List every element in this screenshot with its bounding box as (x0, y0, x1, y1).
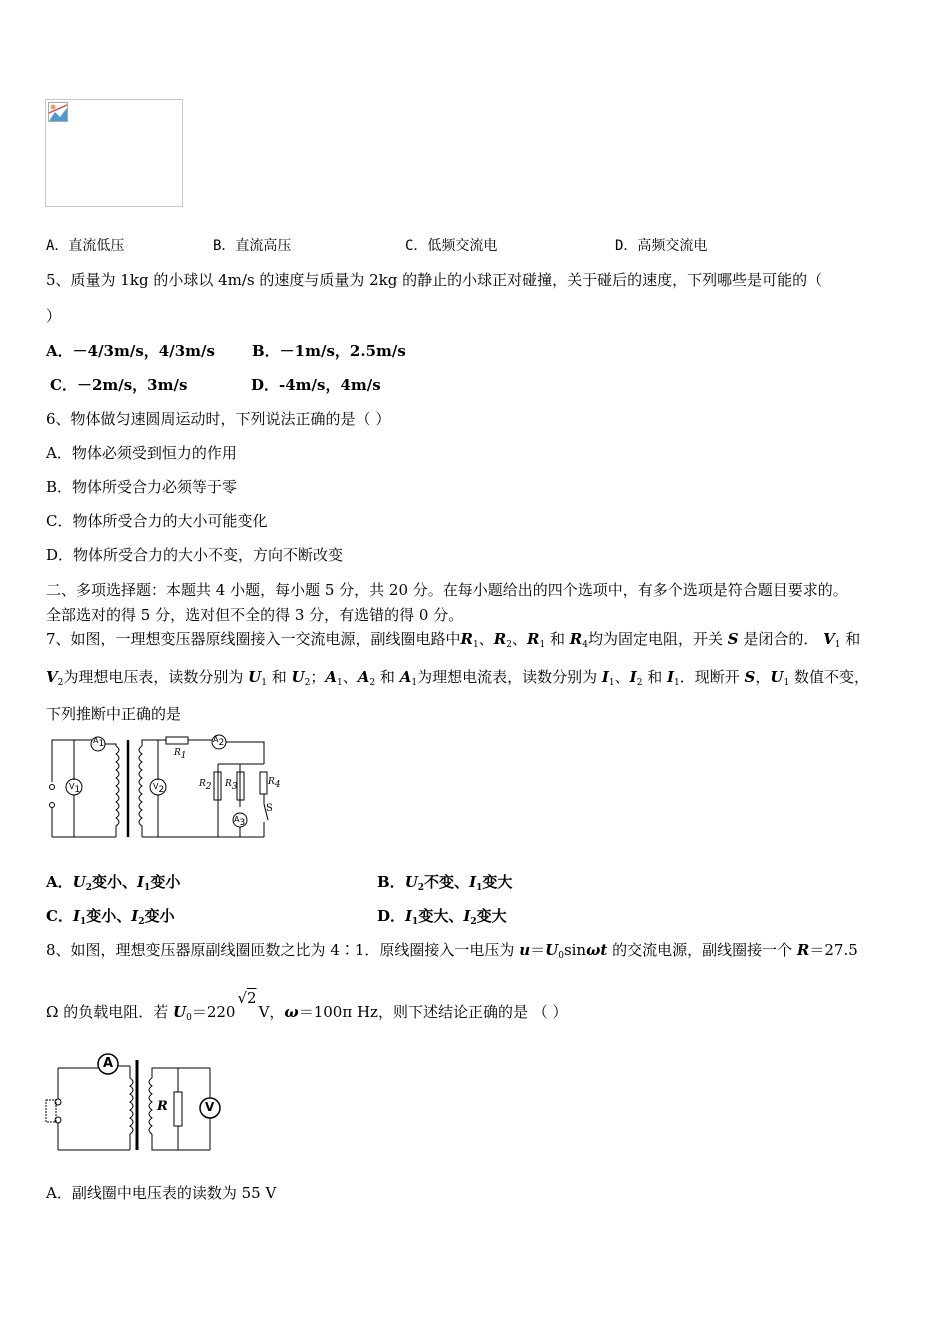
q6-stem: 6、物体做匀速圆周运动时，下列说法正确的是（ ） (46, 410, 391, 428)
q4-option-c: C．低频交流电 (405, 238, 498, 254)
q4-option-d: D．高频交流电 (615, 238, 708, 254)
q8-resistor-label: R (157, 1099, 168, 1114)
q7-line2: $V_2$为理想电压表，读数分别为 $U_1$ 和 $U_2$；$A_1$、$A_2$ 和 $A_1$为理想电流表，读数分别为 $I_1$、$I_2$ 和 $I_1$．现断开 S，$U_1$ 数值不变， (46, 668, 870, 688)
q8-line1: 8、如图，理想变压器原副线圈匝数之比为 4∶1．原线圈接入一电压为 $u=U_0\sin\omega t$ 的交流电源，副线圈接一个 R＝27.5 (46, 941, 858, 961)
q7-line1: 7、如图，一理想变压器原线圈接入一交流电源，副线圈电路中$R_1$、$R_2$、$R_1$ 和 $R_4$均为固定电阻，开关 S 是闭合的． $V_1$ 和 (46, 630, 861, 650)
broken-image-icon (48, 102, 68, 122)
q7-v1-label: $V_1$ (69, 782, 81, 795)
q6-option-d: D．物体所受合力的大小不变，方向不断改变 (46, 546, 344, 564)
q6-option-b: B．物体所受合力必须等于零 (46, 478, 238, 496)
q5-option-d: D．-4m/s，4m/s (251, 376, 381, 394)
q7-option-d: D．$I_1$变大、$I_2$变大 (377, 907, 507, 927)
q5-option-a: A．－4/3m/s，4/3m/s (46, 342, 215, 360)
q4-option-a: A．直流低压 (46, 238, 125, 254)
q4-option-b: B．直流高压 (213, 238, 292, 254)
q8-line2: Ω 的负载电阻．若 $U_0=220√2V$，ω＝100π Hz，则下述结论正确的是 （ ） (46, 989, 568, 1023)
q7-line3: 下列推断中正确的是 (46, 705, 182, 723)
q7-r1-label: $R_1$ (174, 748, 187, 761)
q8-option-a: A．副线圈中电压表的读数为 55 V (46, 1184, 277, 1202)
q5-option-b: B．－1m/s，2.5m/s (252, 342, 406, 360)
q8-ammeter-label: A (103, 1056, 114, 1071)
q7-a2-label: $A_2$ (213, 735, 225, 748)
q5-option-c: C．－2m/s，3m/s (50, 376, 188, 394)
q7-r4-label: $R_4$ (268, 777, 281, 790)
q5-stem-line2: ） (46, 307, 62, 325)
q8-voltmeter-label: V (205, 1100, 215, 1114)
q7-a3-label: $A_3$ (234, 815, 246, 828)
section2-line2: 全部选对的得 5 分，选对但不全的得 3 分，有选错的得 0 分。 (46, 606, 464, 624)
broken-image-placeholder (45, 99, 183, 207)
q7-option-b: B．$U_2$不变、$I_1$变大 (377, 873, 513, 893)
q7-a1-label: $A_1$ (93, 736, 105, 749)
q7-option-a: A．$U_2$变小、$I_1$变小 (46, 873, 181, 893)
q7-r3-label: $R_3$ (225, 779, 238, 792)
q7-r2-label: $R_2$ (199, 779, 212, 792)
section2-line1: 二、多项选择题：本题共 4 小题，每小题 5 分，共 20 分。在每小题给出的四个选项中，有多个选项是符合题目要求的。 (46, 581, 848, 599)
q6-option-a: A．物体必须受到恒力的作用 (46, 444, 237, 462)
q5-stem-line1: 5、质量为 1kg 的小球以 4m/s 的速度与质量为 2kg 的静止的小球正对碰撞，关于碰后的速度，下列哪些是可能的（ (46, 271, 823, 289)
q7-switch-label: S (266, 803, 273, 814)
q7-option-c: C．$I_1$变小、$I_2$变小 (46, 907, 175, 927)
q7-v2-label: $V_2$ (153, 782, 165, 795)
q6-option-c: C．物体所受合力的大小可能变化 (46, 512, 268, 530)
